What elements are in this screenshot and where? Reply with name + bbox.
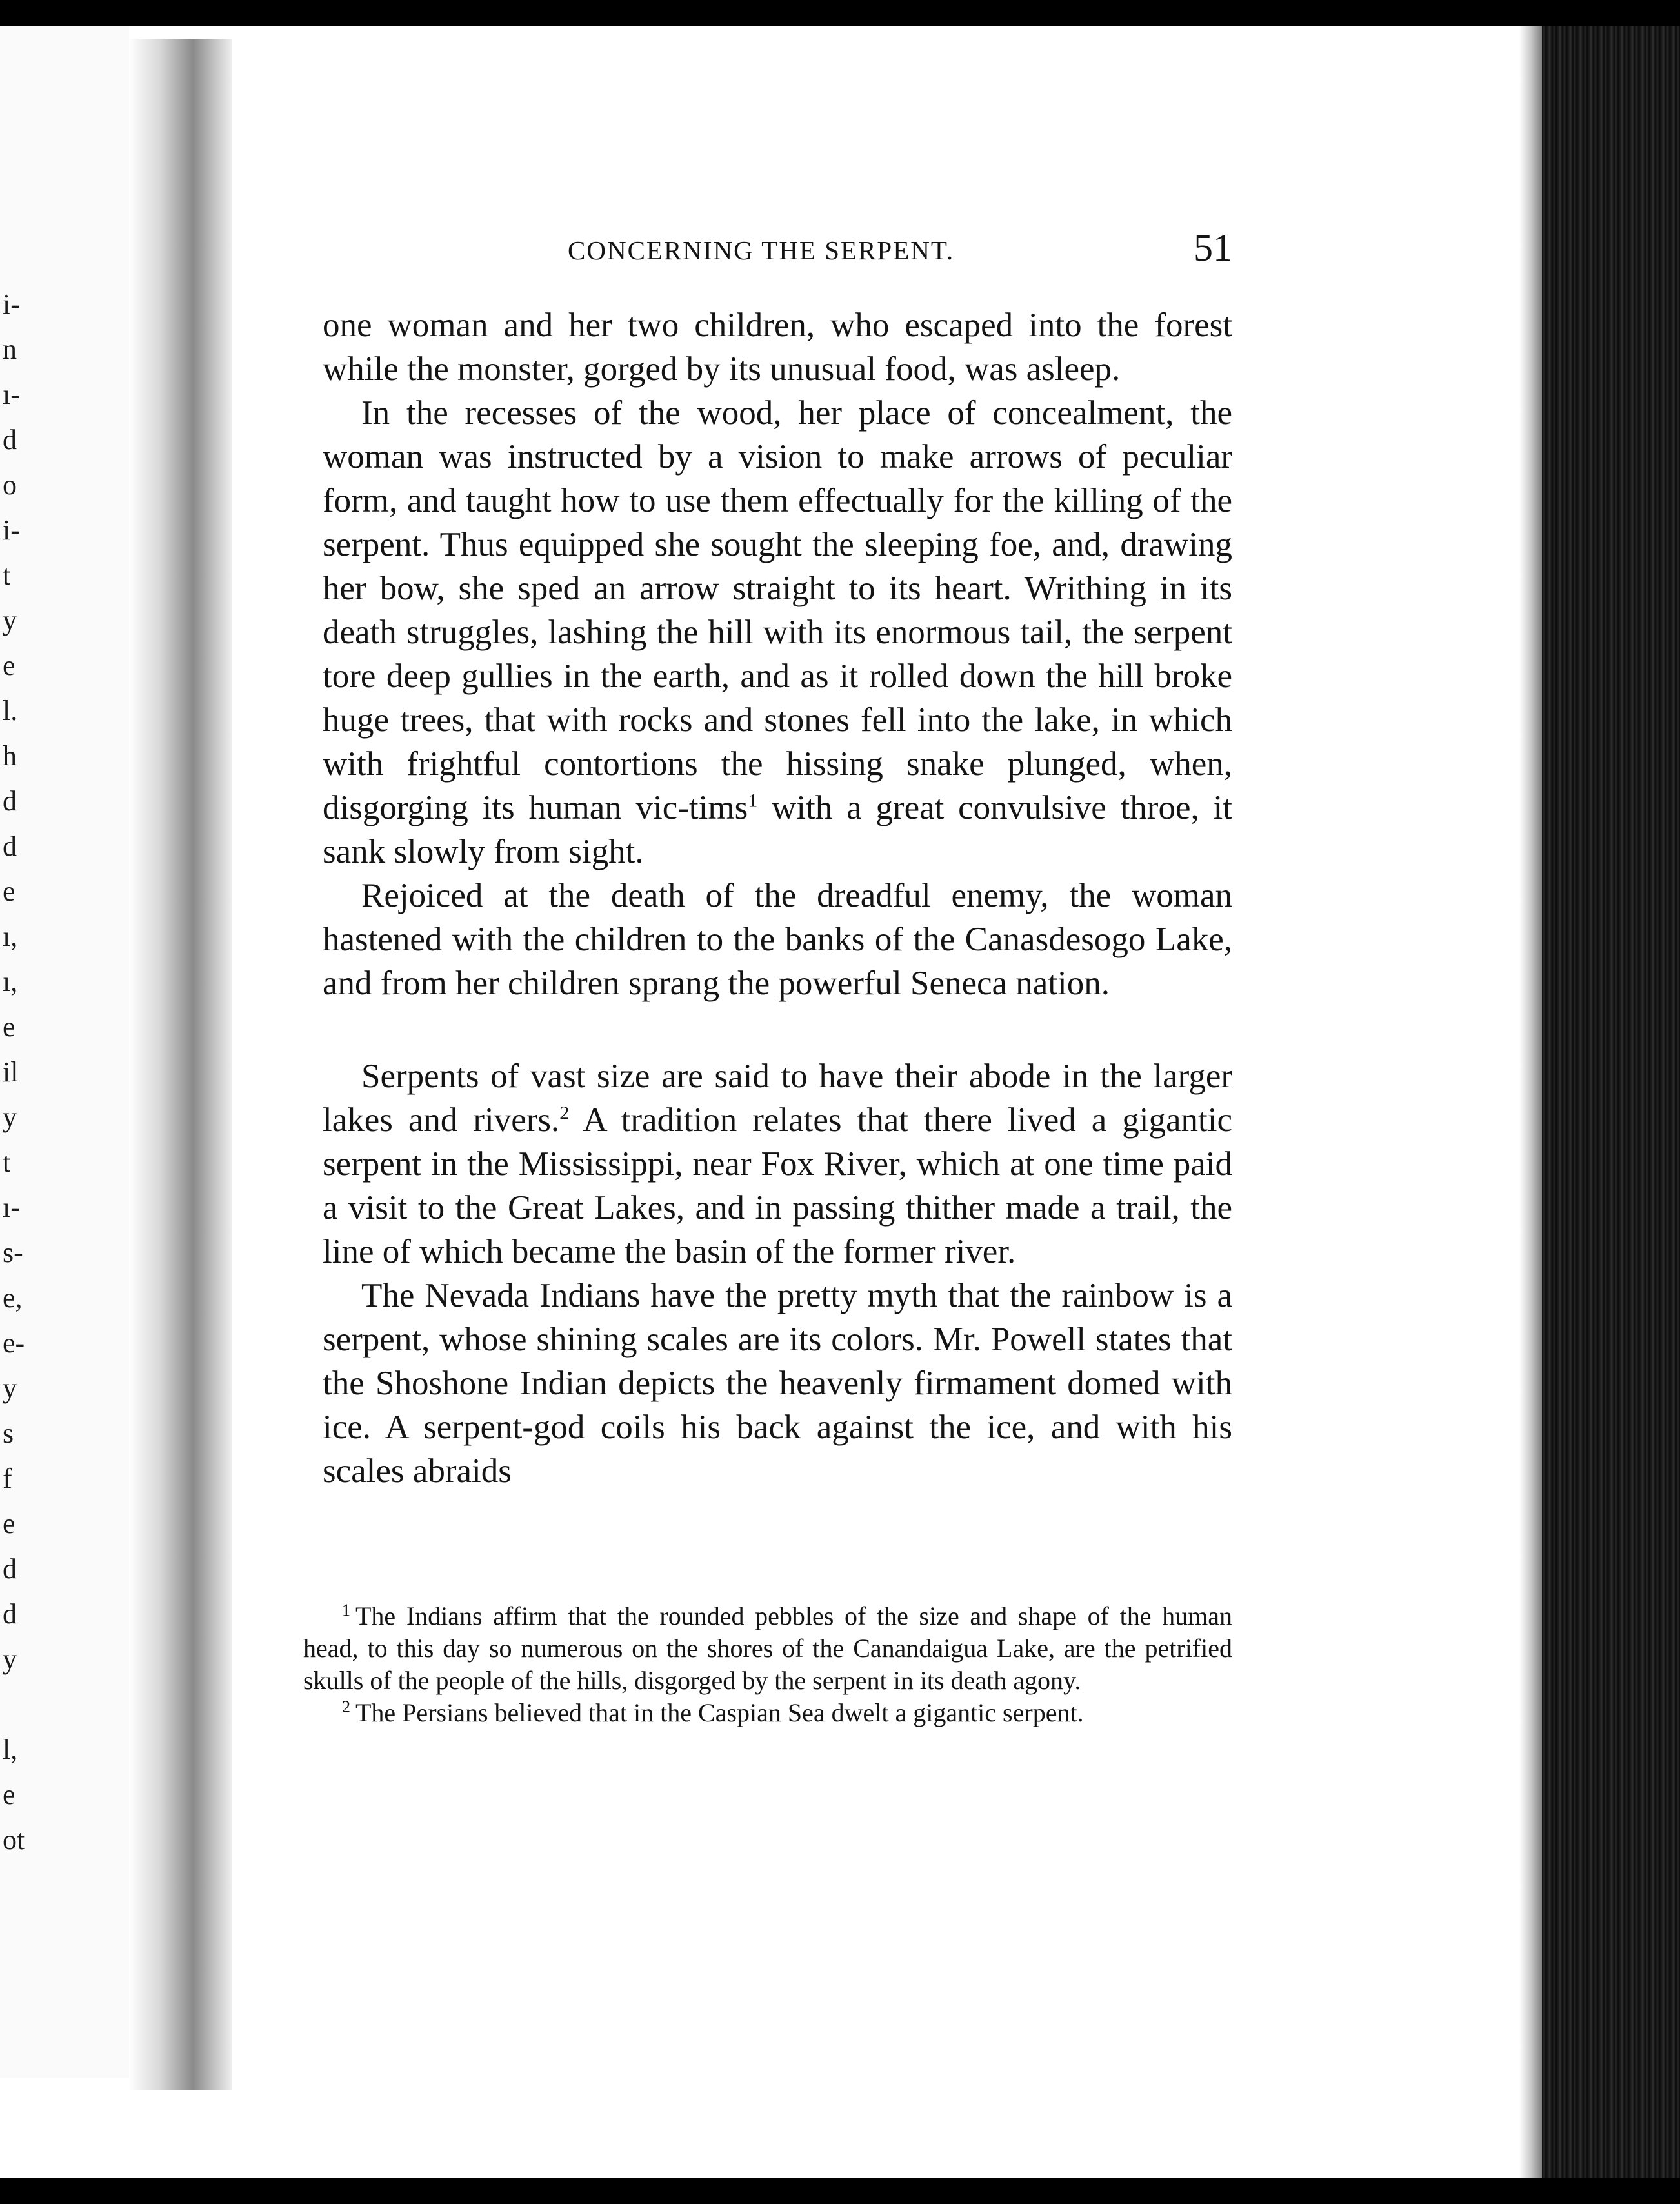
margin-letter: n [3, 334, 17, 365]
margin-letter: f [3, 1463, 12, 1494]
margin-letter: d [3, 785, 17, 817]
margin-letter: e- [3, 1327, 25, 1359]
paragraph: Serpents of vast size are said to have their abode in the larger lakes and rivers.$^2$ A tradition relates that there lived a gigantic serpent in the Mississippi, near Fox River, which at one time paid a visit to the Great Lakes, and in passing thither made a trail, the line of which became the basin of the former river. [323, 1057, 1232, 1270]
margin-letter: e, [3, 1282, 23, 1314]
margin-letter: t [3, 559, 11, 591]
footnote: $^2$ The Persians believed that in the Caspian Sea dwelt a gigantic serpent. [342, 1697, 1084, 1727]
margin-letter: h [3, 740, 17, 772]
margin-letter: y [3, 605, 17, 636]
margin-letter: t [3, 1147, 11, 1178]
book-gutter-shadow [129, 39, 232, 2090]
footnote-mark: 1 [342, 1600, 350, 1619]
body-text [323, 303, 1232, 1493]
margin-letter: ı- [3, 1192, 20, 1223]
margin-letter: ı, [3, 921, 18, 952]
margin-letter: ot [3, 1824, 25, 1856]
margin-letter: e [3, 876, 15, 907]
scan-border-top [0, 0, 1680, 26]
paragraph: In the recesses of the wood, her place of concealment, the woman was instructed by a vision to make arrows of peculiar form, and taught how to use them effectually for the killing of the serpent. Thus equipped she sought the sleeping foe, and, drawing her bow, she sped an arrow straight to its heart. Writhing in its death struggles, lashing the hill with its enormous tail, the serpent tore deep gullies in the earth, and as it rolled down the hill broke huge trees, that with rocks and stones fell into the lake, in which with frightful contortions the hissing snake plunged, when, disgorging its human vic-tims$^1$ with a great convulsive throe, it sank slowly from sight. [323, 394, 1232, 870]
margin-letter: e [3, 1779, 15, 1810]
margin-letter: il [3, 1056, 19, 1088]
margin-letter: i- [3, 288, 20, 320]
paragraph: Rejoiced at the death of the dreadful enemy, the woman hastened with the children to the banks of the Canasdesogo Lake, and from her children sprang the powerful Seneca nation. [323, 877, 1232, 1002]
margin-letter: d [3, 1598, 17, 1630]
margin-letter: s- [3, 1237, 23, 1268]
margin-letter: l, [3, 1734, 18, 1765]
margin-letter: o [3, 469, 17, 501]
previous-page-edge [0, 26, 129, 2078]
margin-letter: e [3, 1011, 15, 1043]
margin-letter: ı, [3, 966, 18, 997]
margin-letter: y [3, 1101, 17, 1133]
margin-letter: i- [3, 514, 20, 546]
footnote-mark: 2 [342, 1697, 350, 1716]
paragraph: The Nevada Indians have the pretty myth that the rainbow is a serpent, whose shining scales are its colors. Mr. Powell states that the Shoshone Indian depicts the heavenly firmament domed with ice. A serpent-god coils his back against the ice, and with his scales abraids [323, 1277, 1232, 1490]
footnote: $^1$ The Indians affirm that the rounded pebbles of the size and shape of the human head, to this day so numerous on the shores of the Canandaigua Lake, are the petrified skulls of the people of the hills, disgorged by the serpent in its death agony. [303, 1600, 1232, 1695]
scan-border-bottom [0, 2178, 1680, 2204]
book-block-edge [1542, 26, 1680, 2178]
margin-letter: e [3, 1508, 15, 1539]
margin-letter: s [3, 1418, 14, 1449]
running-title: CONCERNING THE SERPENT. [568, 235, 955, 265]
page-number: 51 [1194, 226, 1232, 269]
paragraph: one woman and her two children, who escaped into the forest while the monster, gorged by its unusual food, was asleep. [323, 306, 1232, 388]
footnote-reference: 2 [559, 1102, 570, 1124]
margin-letter: y [3, 1372, 17, 1404]
margin-letter: e [3, 650, 15, 681]
margin-letter: d [3, 1553, 17, 1585]
margin-letter: d [3, 424, 17, 456]
margin-letter: ı- [3, 379, 20, 410]
running-head [303, 219, 1232, 271]
footnote-reference: 1 [748, 790, 758, 812]
margin-letter: y [3, 1643, 17, 1675]
footnotes [303, 1600, 1232, 1729]
margin-letter: l. [3, 695, 18, 726]
margin-letter: d [3, 830, 17, 862]
